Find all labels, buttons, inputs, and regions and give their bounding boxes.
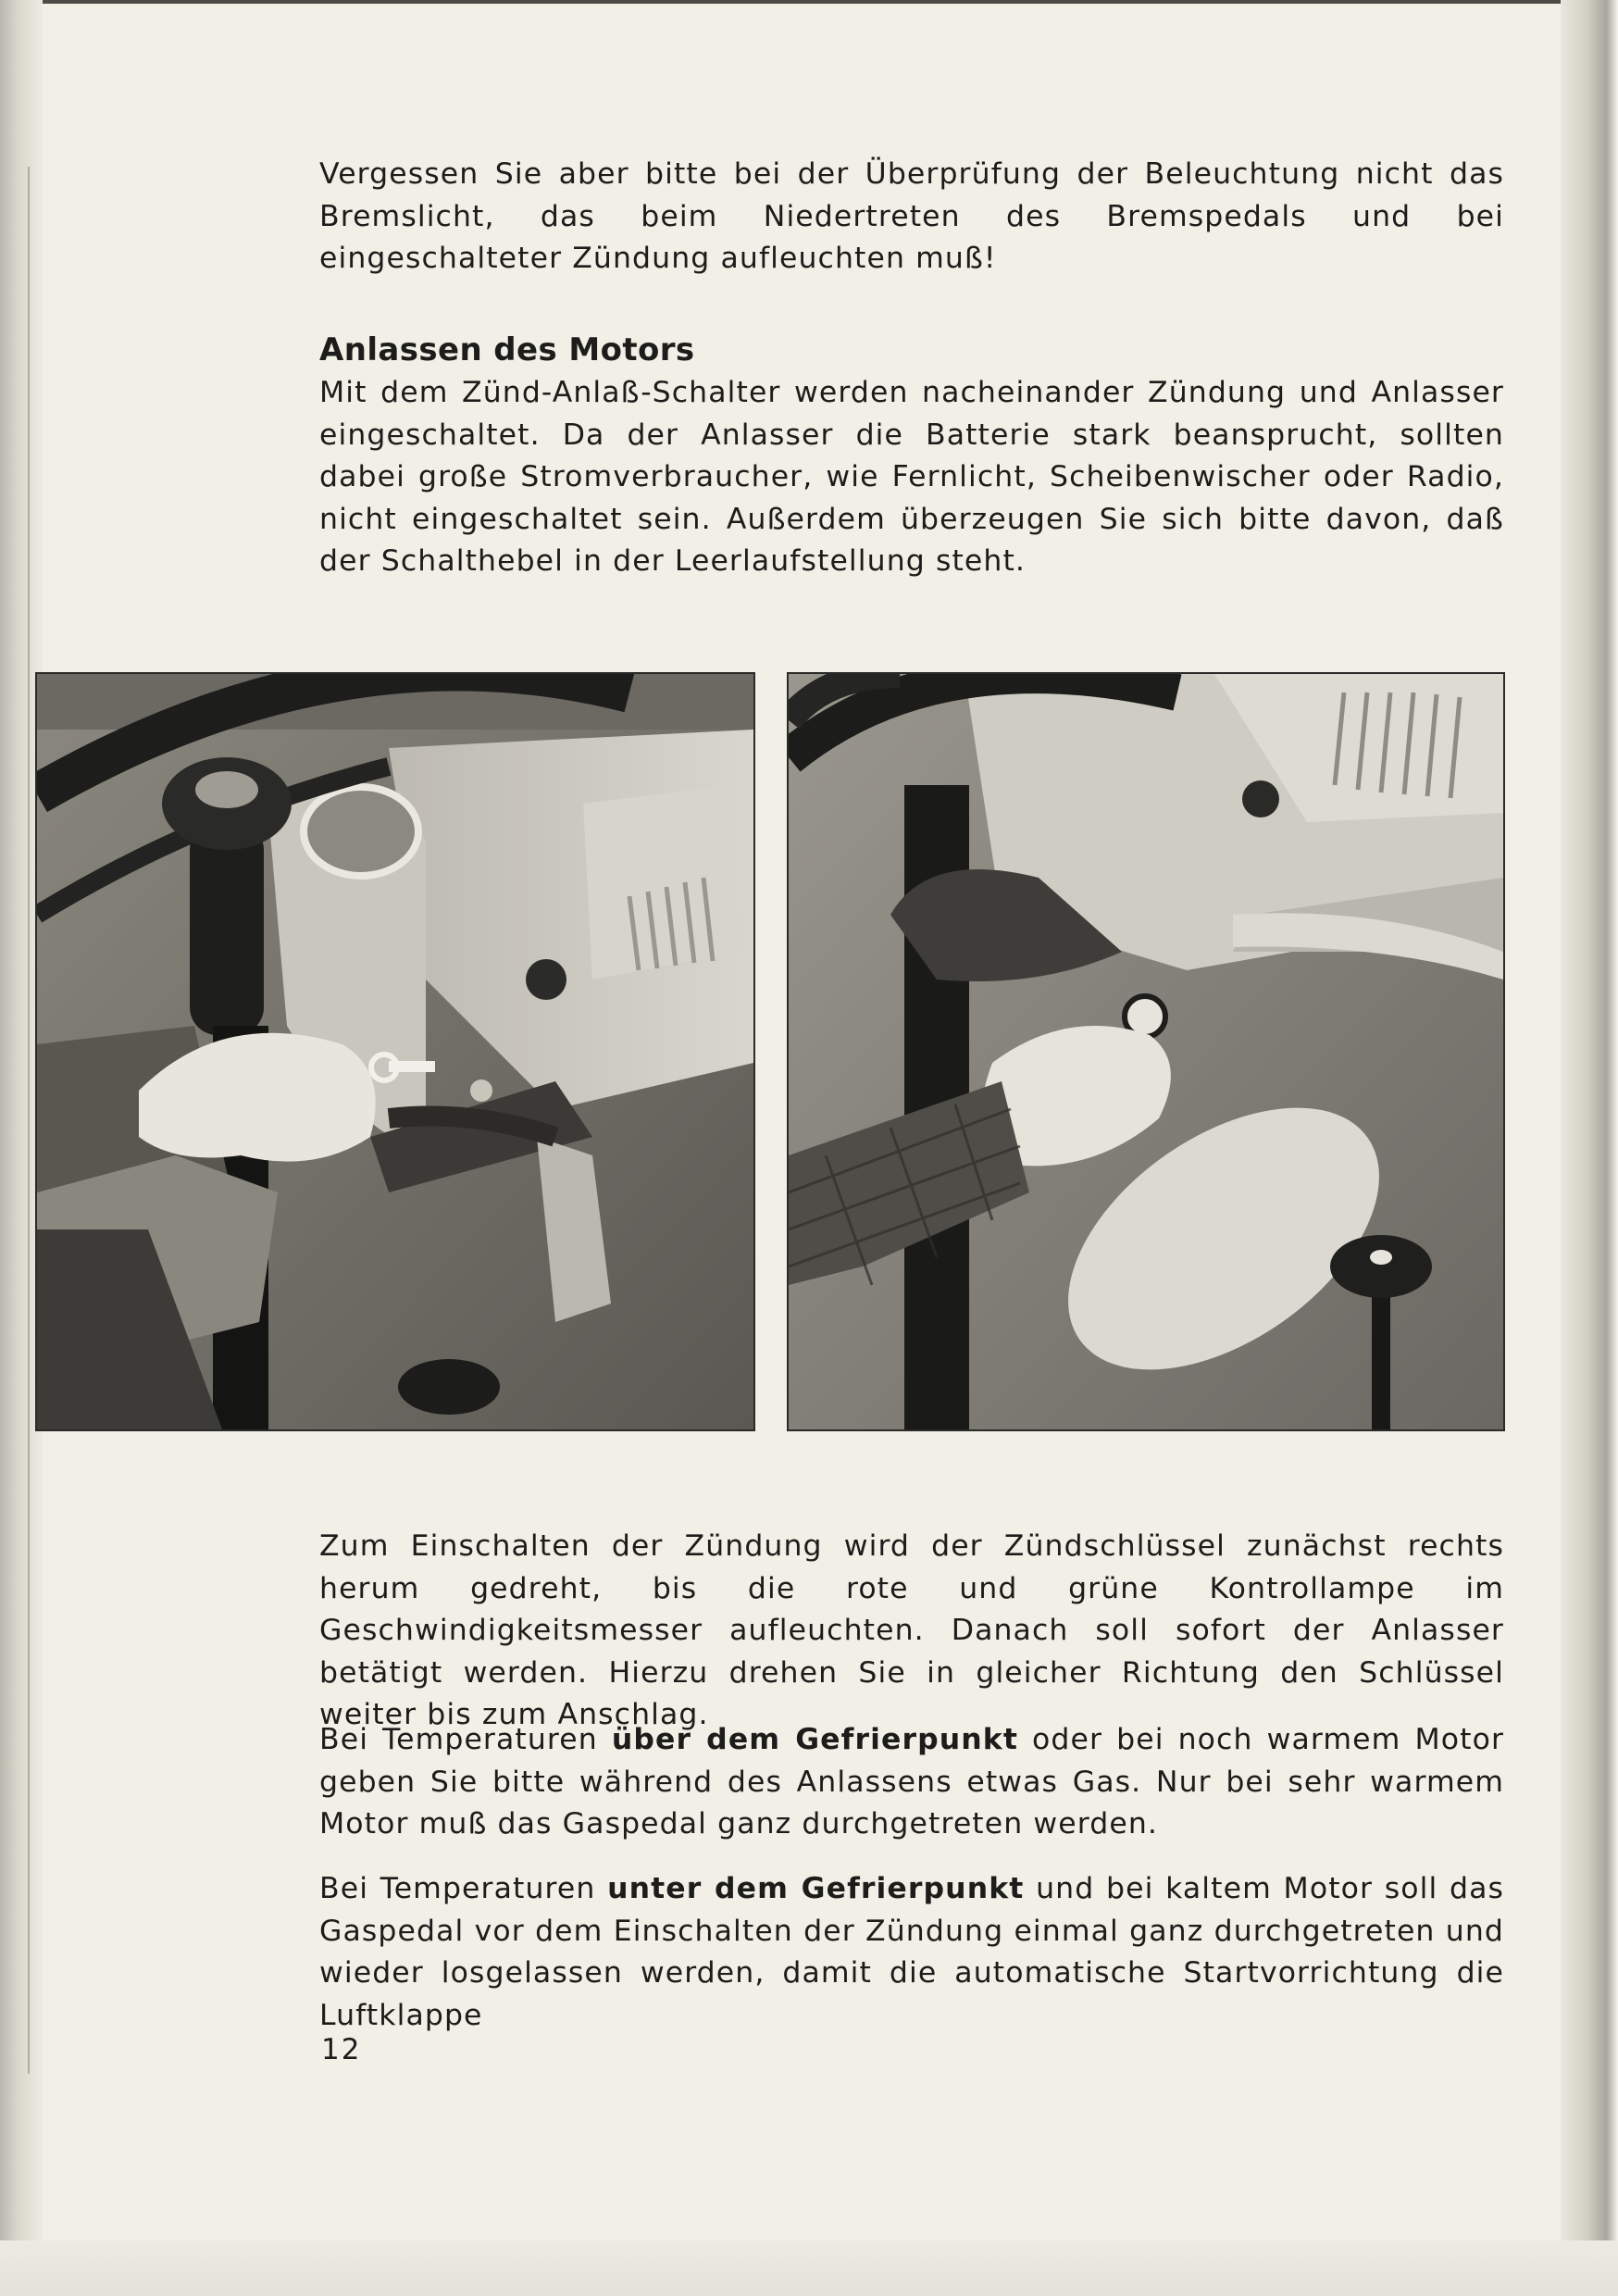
- photo-ignition-key-left: [35, 672, 755, 1431]
- above-freezing-emphasis: über dem Gefrierpunkt: [611, 1723, 1018, 1756]
- page-number: 12: [321, 2033, 362, 2066]
- above-freezing-text-start: Bei Temperaturen: [319, 1723, 612, 1756]
- page-bottom-edge: [0, 2240, 1618, 2296]
- below-freezing-emphasis: unter dem Gefrierpunkt: [607, 1872, 1025, 1905]
- ignition-paragraph-block: [319, 1526, 1504, 1737]
- below-freezing-text-end: und bei kaltem Motor soll das Gaspedal vor dem Einschalten der Zündung einmal ganz durchgetreten und wieder losgelassen werden, damit die automatische Startvorrichtung die Luftklappe: [319, 1872, 1504, 2032]
- brake-light-paragraph-block: [319, 154, 1504, 281]
- binding-line: [28, 167, 30, 2074]
- below-freezing-paragraph: [319, 1868, 1504, 2037]
- photo-ignition-key-right-image: [789, 674, 1503, 1429]
- page-right-edge: [1561, 0, 1618, 2296]
- photo-ignition-key-left-image: [37, 674, 753, 1429]
- section-starting-engine: [319, 331, 1504, 583]
- above-freezing-paragraph: [319, 1719, 1504, 1846]
- below-freezing-paragraph-block: [319, 1868, 1504, 2037]
- below-freezing-text-start: Bei Temperaturen: [319, 1872, 608, 1905]
- section-intro-paragraph: Mit dem Zünd-Anlaß-Schalter werden nacheinander Zündung und Anlasser eingeschaltet. Da der Anlasser die Batterie stark beansprucht, sollten dabei große Stromverbraucher, wie Fernlicht, Scheibenwischer oder Radio, nicht eingeschaltet sein. Außerdem überzeugen Sie sich bitte davon, daß der Schalthebel in der Leerlaufstellung steht.: [319, 376, 1504, 578]
- section-heading: Anlassen des Motors: [319, 331, 695, 368]
- ignition-paragraph: Zum Einschalten der Zündung wird der Zündschlüssel zunächst rechts herum gedreht, bis die rote und grüne Kontrollampe im Geschwindigkeitsmesser aufleuchten. Danach soll sofort der Anlasser betätigt werden. Hierzu drehen Sie in gleicher Richtung den Schlüssel weiter bis zum Anschlag.: [319, 1529, 1504, 1731]
- page-top-edge: [0, 0, 1618, 4]
- above-freezing-text-end: oder bei noch warmem Motor geben Sie bitte während des Anlassens etwas Gas. Nur bei sehr warmem Motor muß das Gaspedal ganz durchgetreten werden.: [319, 1723, 1504, 1841]
- brake-light-paragraph: Vergessen Sie aber bitte bei der Überprüfung der Beleuchtung nicht das Bremslicht, das beim Niedertreten des Bremspedals und bei eingeschalteter Zündung aufleuchten muß!: [319, 157, 1504, 275]
- photo-ignition-key-right: [787, 672, 1505, 1431]
- above-freezing-paragraph-block: [319, 1719, 1504, 1846]
